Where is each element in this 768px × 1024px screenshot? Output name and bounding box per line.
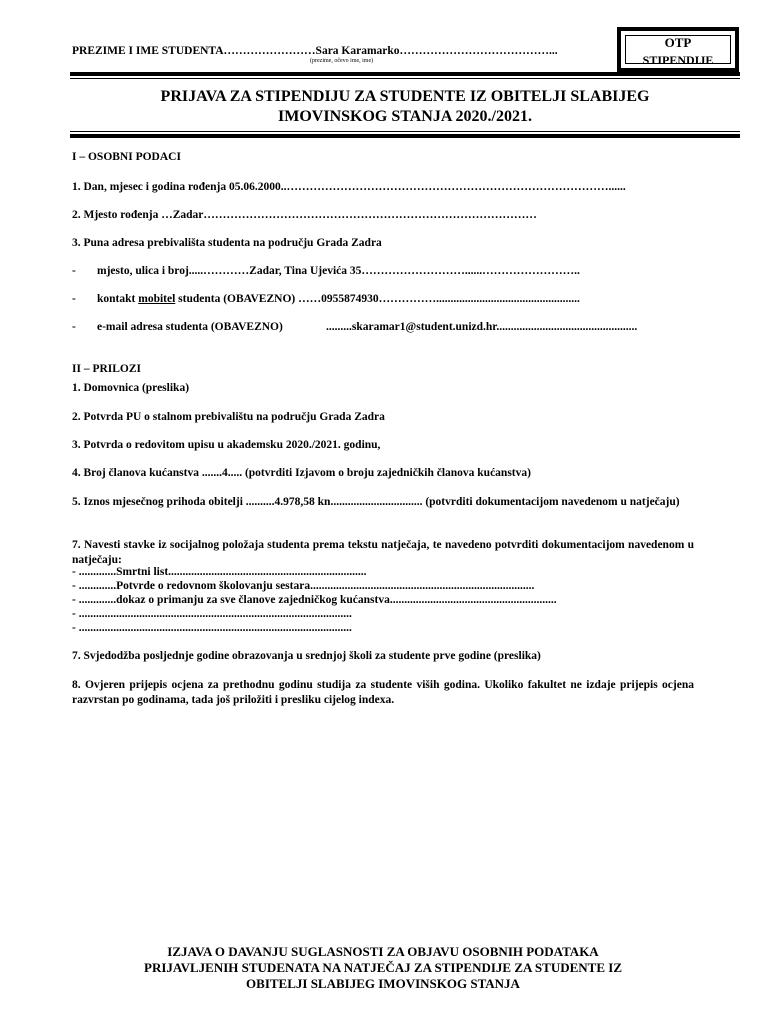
student-name-line: PREZIME I IME STUDENTA……………………Sara Karamarko…………………………………... [72,45,558,57]
title-top-rule-thin [70,78,740,79]
social-list-item: - .............dokaz o primanju za sve članove zajedničkog kućanstva.......................................................... [72,594,557,606]
phone-dash: - [72,293,76,305]
form-title-line1: PRIJAVA ZA STIPENDIJU ZA STUDENTE IZ OBITELJI SLABIJEG [160,88,650,105]
otp-stamp-box [617,27,739,72]
attachment-item-4: 4. Broj članova kućanstva .......4..... (potvrditi Izjavom o broju zajedničkih članova kućanstva) [72,467,531,479]
phone-prefix: kontakt [97,293,139,305]
attachment-item-5: 5. Iznos mjesečnog prihoda obitelji ..........4.978,58 kn................................ (potvrditi dokumentacijom navedenom u natječaju) [72,496,680,508]
address-dash: - [72,265,76,277]
attachment-item-social: 7. Navesti stavke iz socijalnog položaja studenta prema tekstu natječaja, te navedeno potvrditi dokumentacijom navedenom u natječaju: [72,539,694,566]
title-bottom-rule-thick [70,134,740,138]
birth-date-field: 1. Dan, mjesec i godina rođenja 05.06.2000..…………………………………………………………………………...... [72,181,626,193]
attachment-item-3: 3. Potvrda o redovitom upisu u akademsku 2020./2021. godinu, [72,439,381,451]
form-title-line2: IMOVINSKOG STANJA 2020./2021. [278,108,532,125]
social-list-item: - ............................................................................................... [72,622,352,634]
attachment-item-transcript: 8. Ovjeren prijepis ocjena za prethodnu godinu studija za studente viših godina. Ukoliko fakultet ne izdaje prijepis ocjena razvrstan po godinama, tada još priložiti i presliku cijelog indexa. [72,679,694,706]
address-field: mjesto, ulica i broj.....…………Zadar, Tina Ujevića 35………………………......…………………….. [97,265,580,277]
address-heading: 3. Puna adresa prebivališta studenta na području Grada Zadra [72,237,382,249]
section-attachments-heading: II – PRILOZI [72,363,142,375]
consent-title-line1: IZJAVA O DAVANJU SUGLASNOSTI ZA OBJAVU OSOBNIH PODATAKA [167,944,599,959]
consent-title-line2: PRIJAVLJENIH STUDENATA NA NATJEČAJ ZA STIPENDIJE ZA STUDENTE IZ [144,960,622,975]
student-name-caption: (prezime, očevo ime, ime) [310,58,374,64]
social-list-item: - .............Smrtni list..................................................................... [72,566,367,578]
consent-title-line3: OBITELJI SLABIJEG IMOVINSKOG STANJA [246,976,520,991]
email-value: .........skaramar1@student.unizd.hr................................................. [326,321,638,333]
phone-rest: studenta (OBAVEZNO) ……0955874930…………….................................................. [175,293,580,305]
attachment-item-diploma: 7. Svjedodžba posljednje godine obrazovanja u srednjoj školi za studente prve godine (preslika) [72,650,541,662]
social-list-item: - .............Potvrde o redovnom školovanju sestara.............................................................................. [72,580,535,592]
otp-label: OTP [664,35,692,50]
phone-mobitel-underlined: mobitel [138,293,176,305]
email-label: e-mail adresa studenta (OBAVEZNO) [97,321,283,333]
title-top-rule-thick [70,72,740,76]
birth-place-field: 2. Mjesto rođenja …Zadar…………………………………………………………………………… [72,209,537,221]
attachment-item-1: 1. Domovnica (preslika) [72,382,190,394]
email-dash: - [72,321,76,333]
social-list-item: - ............................................................................................... [72,608,352,620]
section-personal-heading: I – OSOBNI PODACI [72,151,181,163]
phone-field [97,293,580,305]
title-bottom-rule-thin [70,131,740,132]
otp-cut-text: STIPENDIJE [642,53,714,67]
attachment-item-2: 2. Potvrda PU o stalnom prebivalištu na području Grada Zadra [72,411,385,423]
